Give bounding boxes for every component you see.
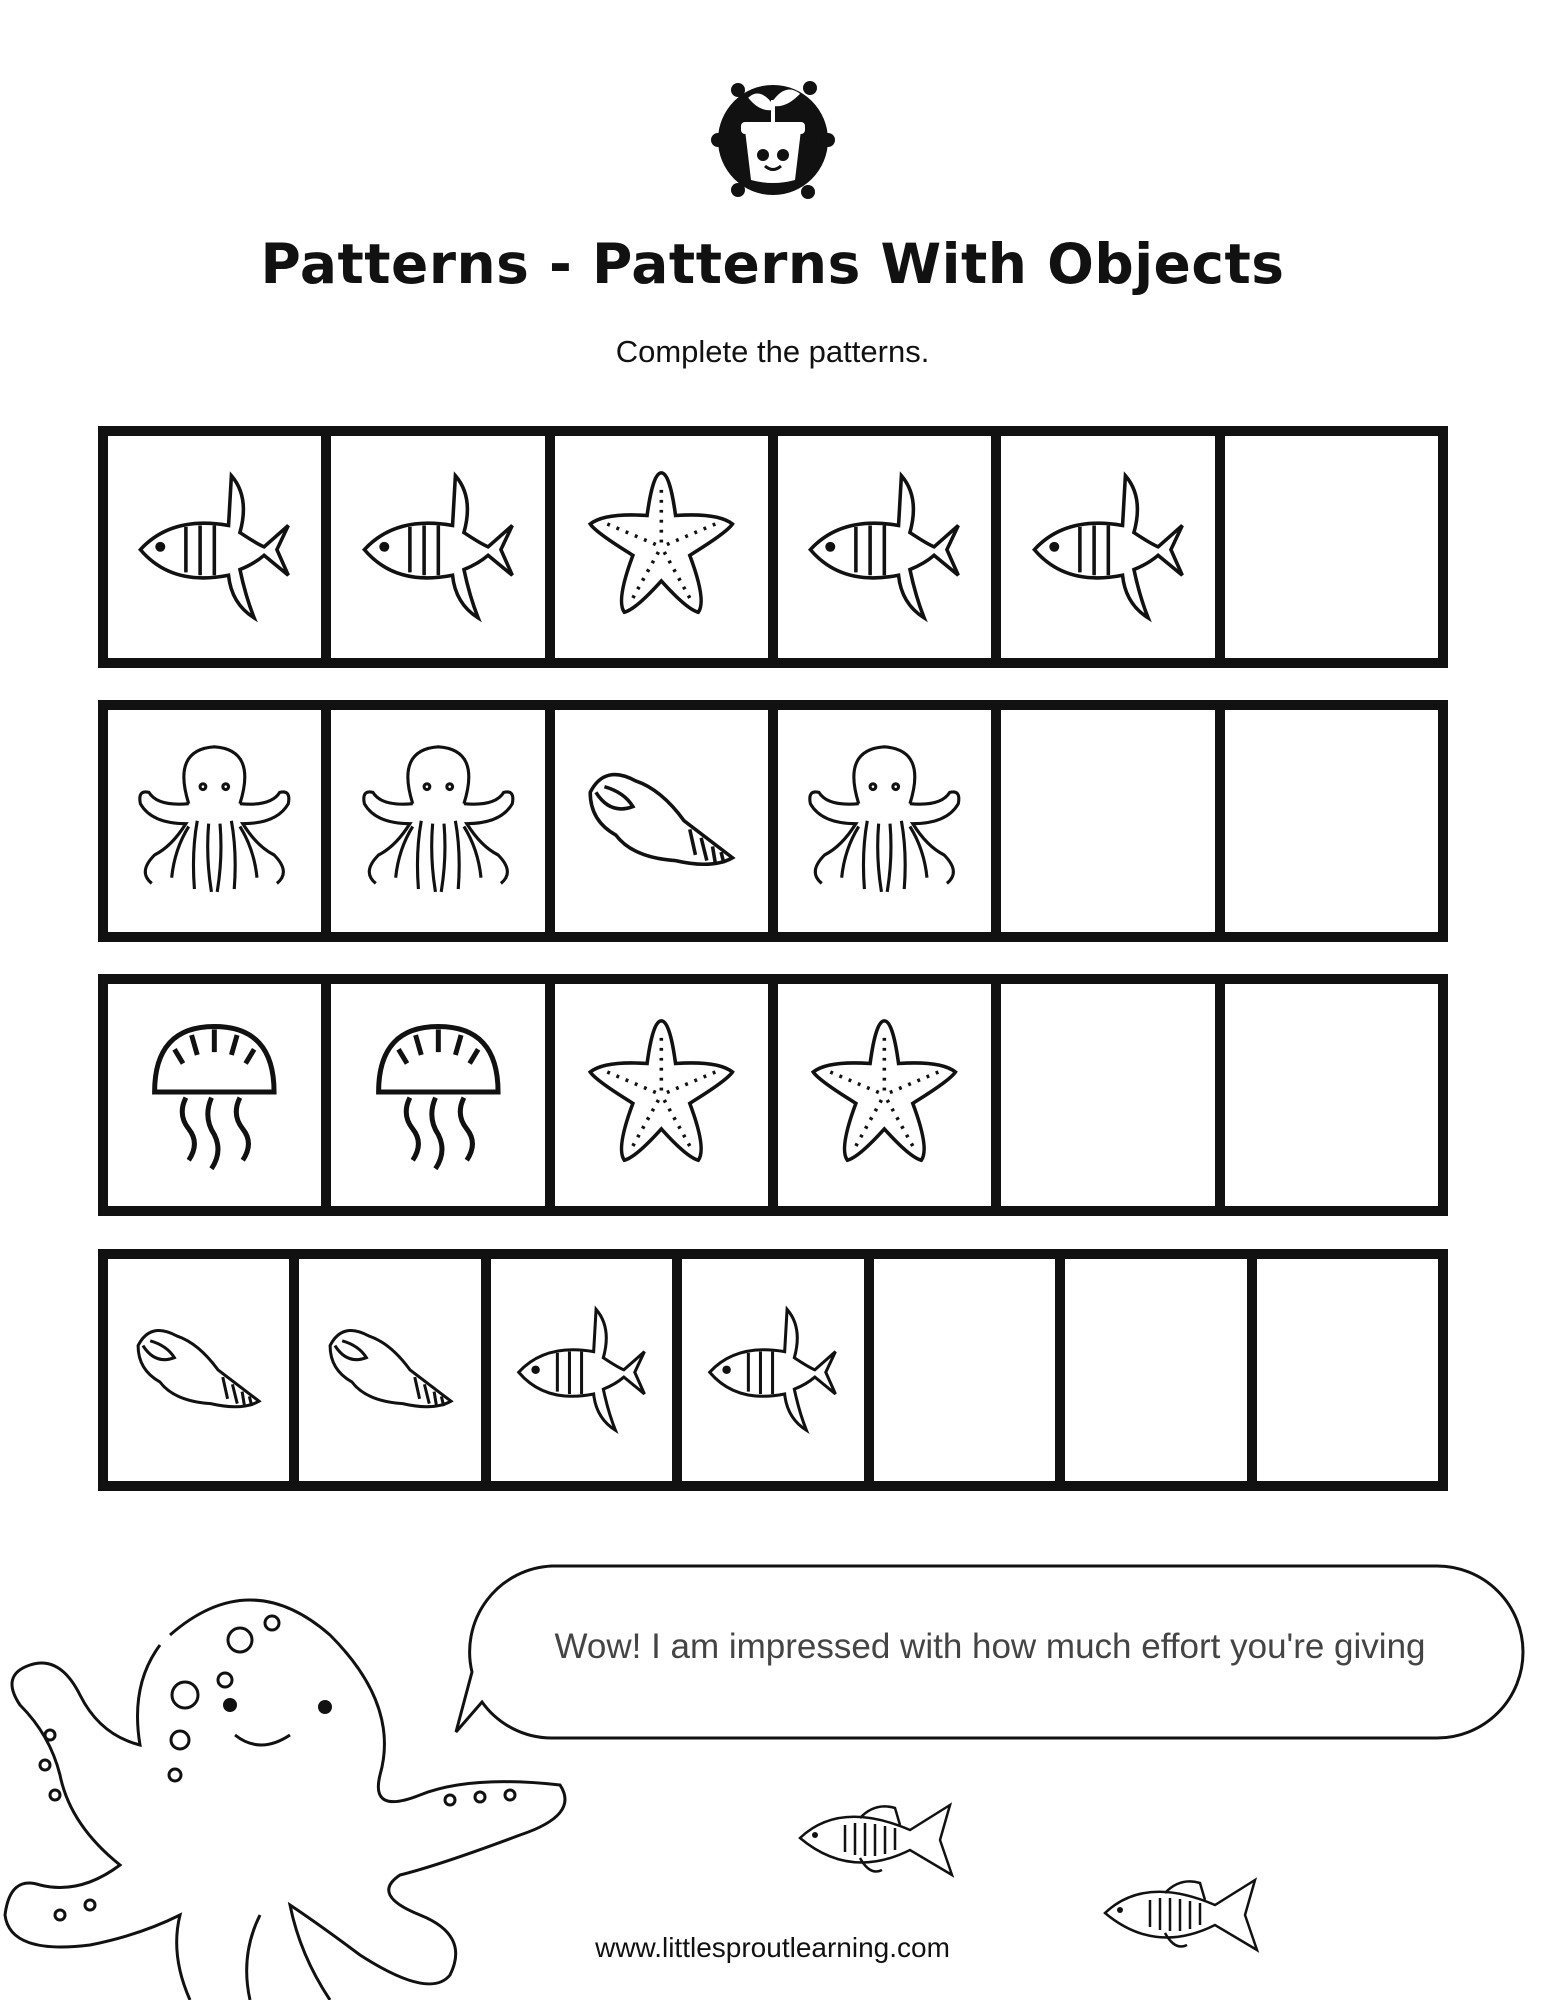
- instruction-text: Complete the patterns.: [615, 334, 930, 369]
- fish-cell: [778, 436, 991, 658]
- pattern-row: [98, 1249, 1448, 1491]
- answer-blank-cell[interactable]: [874, 1259, 1055, 1481]
- answer-blank-cell[interactable]: [1257, 1259, 1438, 1481]
- shell-icon: [126, 1281, 271, 1459]
- fish-cell: [491, 1259, 672, 1481]
- fish-cell: [331, 436, 544, 658]
- pattern-row: [98, 700, 1448, 942]
- little-sprout-logo: [683, 60, 863, 210]
- fish-icon: [799, 458, 970, 636]
- fish-icon: [509, 1281, 654, 1459]
- website-url: www.littlesproutlearning.com: [595, 1932, 950, 1963]
- answer-blank-cell[interactable]: [1065, 1259, 1246, 1481]
- fish-icon: [700, 1281, 845, 1459]
- fish-icon: [1023, 458, 1194, 636]
- octopus-cell: [108, 710, 321, 932]
- shell-cell: [299, 1259, 480, 1481]
- answer-blank-cell[interactable]: [1225, 436, 1438, 658]
- page-title: Patterns - Patterns With Objects: [260, 232, 1285, 296]
- shell-cell: [555, 710, 768, 932]
- fish-cell: [108, 436, 321, 658]
- answer-blank-cell[interactable]: [1001, 984, 1214, 1206]
- fish-icon: [353, 458, 524, 636]
- jellyfish-cell: [108, 984, 321, 1206]
- octopus-cell: [331, 710, 544, 932]
- octopus-icon: [799, 732, 970, 910]
- octopus-icon: [353, 732, 524, 910]
- starfish-icon: [576, 458, 747, 636]
- shell-cell: [108, 1259, 289, 1481]
- jellyfish-icon: [129, 1006, 300, 1184]
- answer-blank-cell[interactable]: [1225, 710, 1438, 932]
- fish-cell: [682, 1259, 863, 1481]
- starfish-icon: [576, 1006, 747, 1184]
- fish-icon: [129, 458, 300, 636]
- shell-icon: [576, 732, 747, 910]
- starfish-cell: [555, 436, 768, 658]
- jellyfish-icon: [353, 1006, 524, 1184]
- answer-blank-cell[interactable]: [1001, 710, 1214, 932]
- starfish-cell: [555, 984, 768, 1206]
- octopus-icon: [129, 732, 300, 910]
- octopus-cell: [778, 710, 991, 932]
- fish-cell: [1001, 436, 1214, 658]
- starfish-cell: [778, 984, 991, 1206]
- pattern-row: [98, 426, 1448, 668]
- small-fish-icon: [790, 1790, 960, 1885]
- speech-bubble-text: Wow! I am impressed with how much effort you're giving: [554, 1627, 1426, 1666]
- answer-blank-cell[interactable]: [1225, 984, 1438, 1206]
- shell-icon: [318, 1281, 463, 1459]
- jellyfish-cell: [331, 984, 544, 1206]
- starfish-icon: [799, 1006, 970, 1184]
- pattern-row: [98, 974, 1448, 1216]
